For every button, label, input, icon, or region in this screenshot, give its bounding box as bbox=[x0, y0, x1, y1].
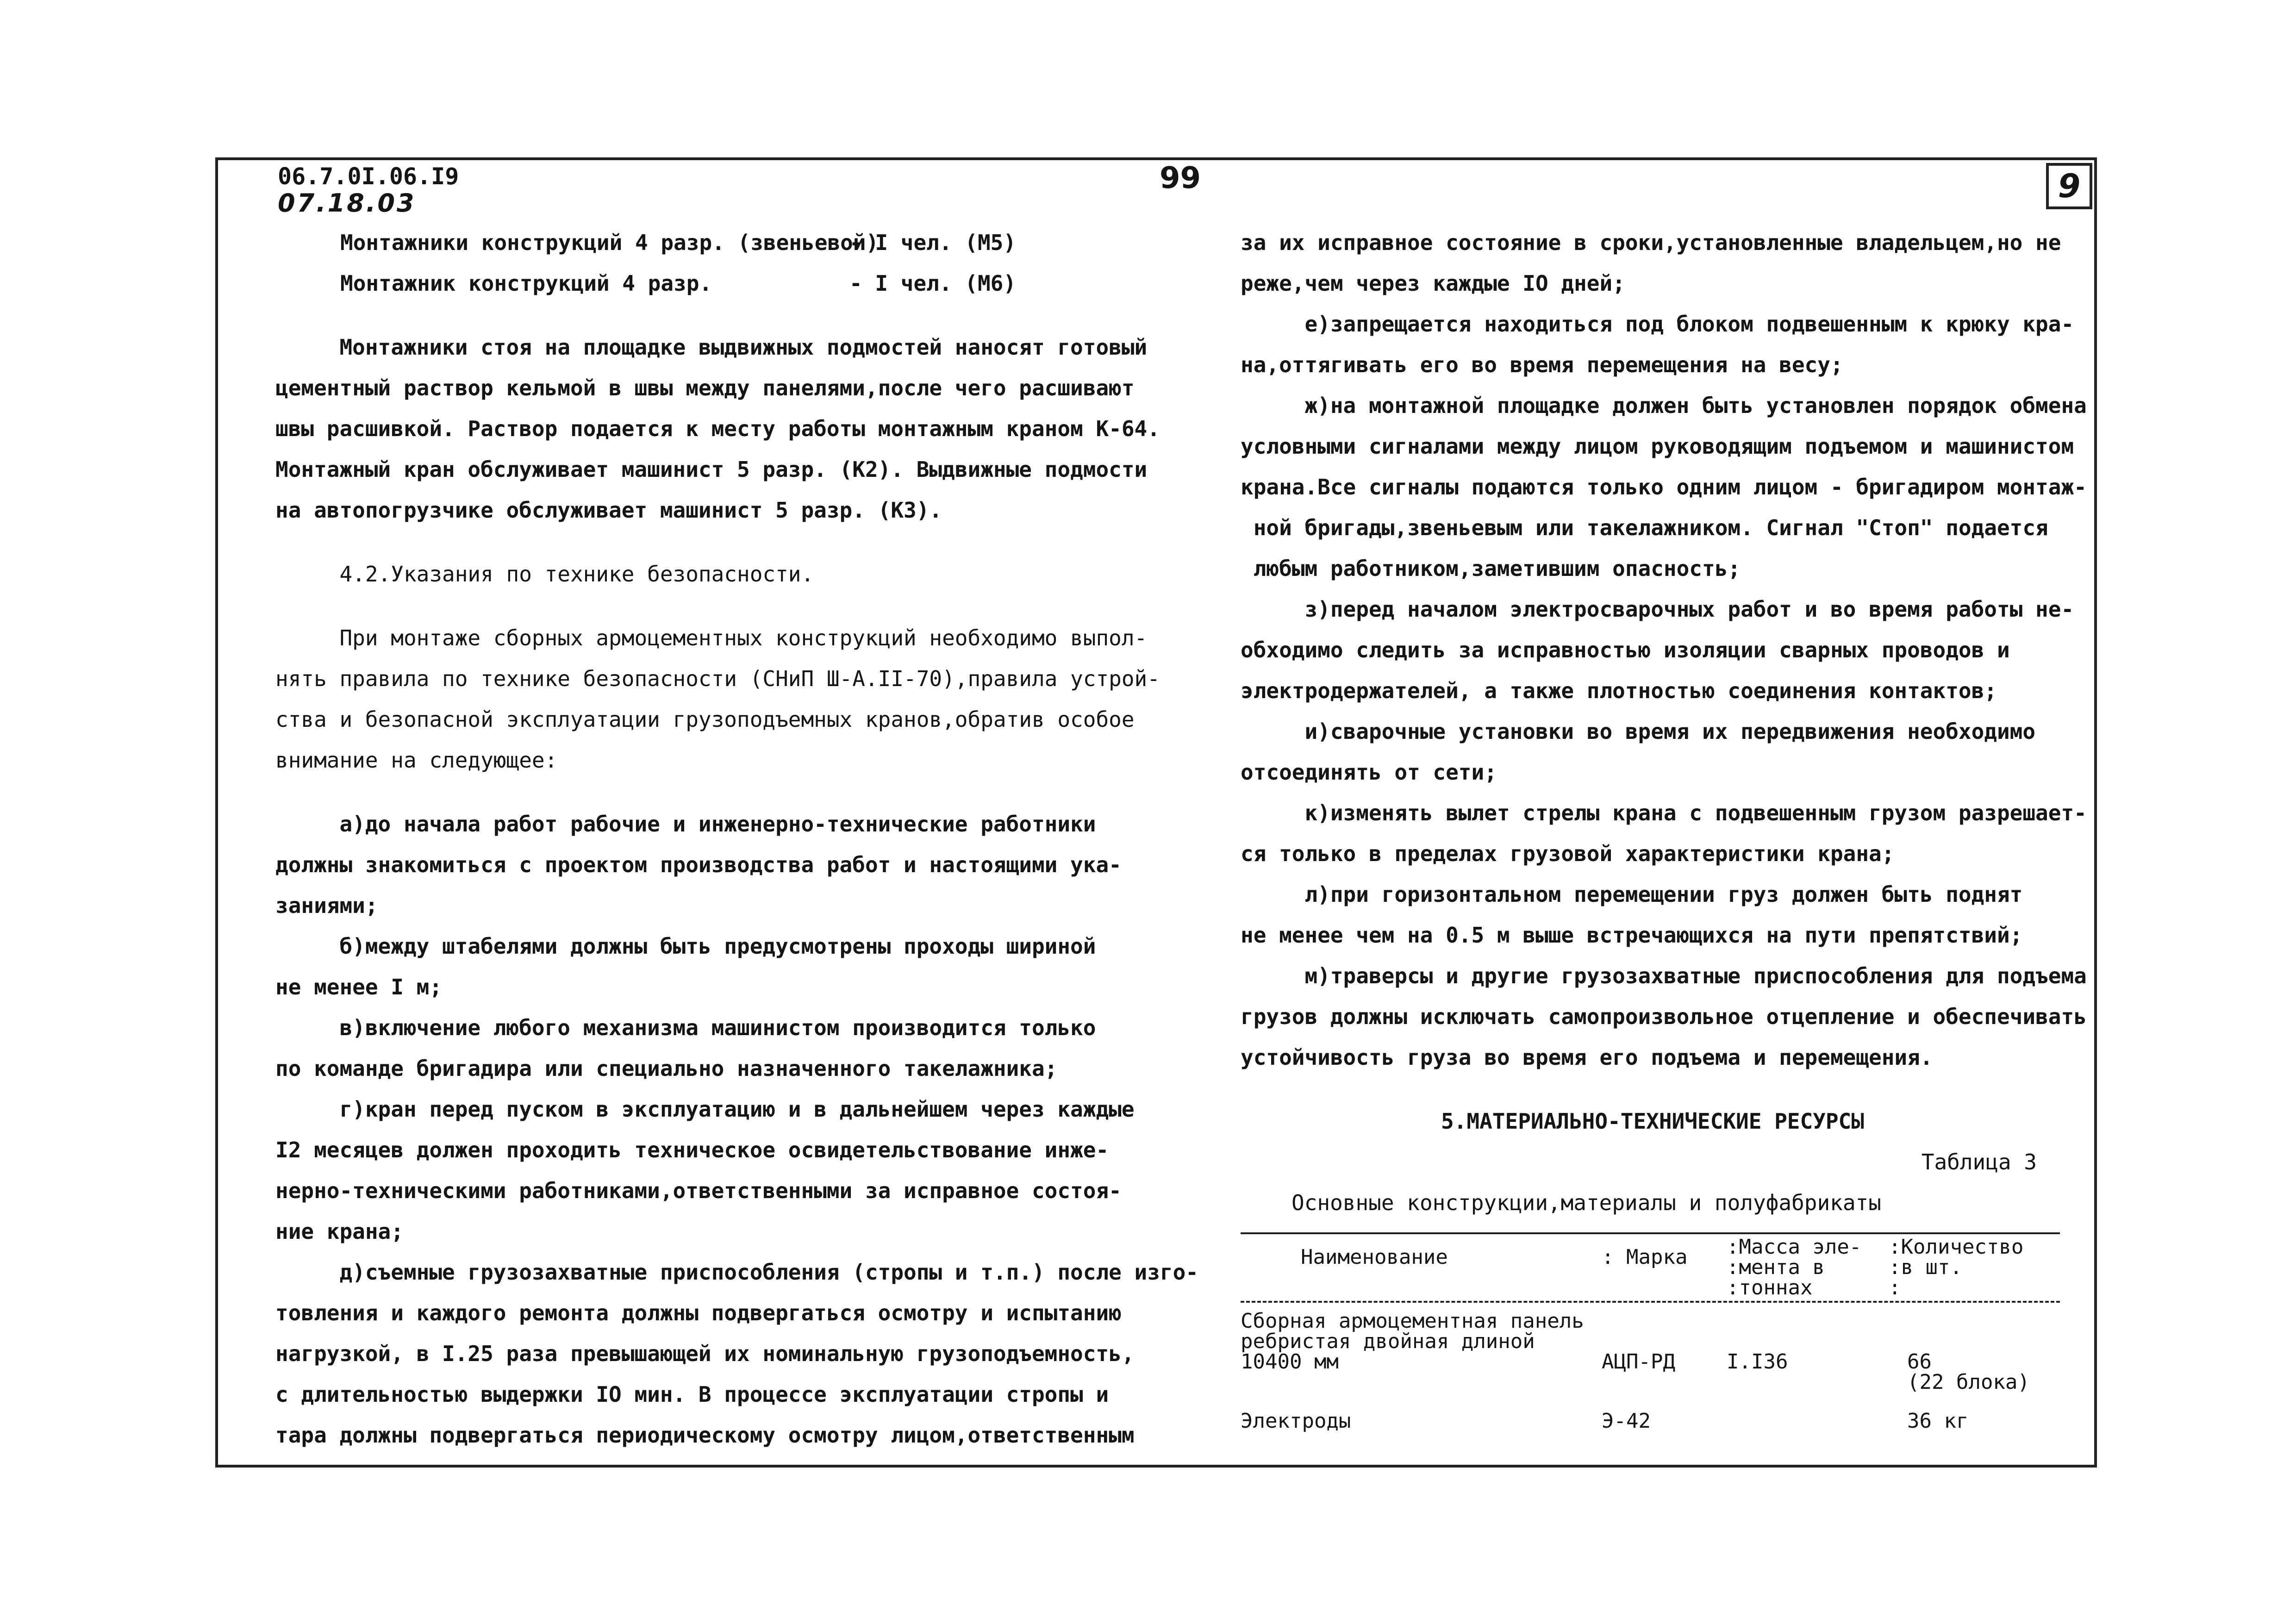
text-line: ной бригады,звеньевым или такелажником. Сигнал "Стоп" подается bbox=[1241, 515, 2048, 540]
resources-table bbox=[1241, 1232, 2060, 1431]
table-row bbox=[1241, 1311, 2060, 1393]
cell-name: Электроды bbox=[1241, 1409, 1351, 1433]
document-code bbox=[278, 163, 459, 217]
text-line: I2 месяцев должен проходить техническое освидетельствование инже- bbox=[275, 1137, 1109, 1162]
text-line: нерно-техническими работниками,ответственными за исправное состоя- bbox=[275, 1178, 1122, 1203]
doc-code-handwritten: 07.18.03 bbox=[278, 188, 416, 218]
cell-mark: Э-42 bbox=[1602, 1409, 1651, 1433]
text-line: тара должны подвергаться периодическому осмотру лицом,ответственным bbox=[275, 1423, 1135, 1448]
crew-role: Монтажник конструкций 4 разр. bbox=[340, 271, 712, 296]
text-line: л)при горизонтальном перемещении груз должен быть поднят bbox=[1241, 882, 2023, 907]
header-qty: :Количество :в шт. : bbox=[1889, 1235, 2024, 1299]
text-line: Монтажники стоя на площадке выдвижных подмостей наносят готовый bbox=[275, 335, 1148, 360]
sheet-number-box bbox=[2046, 163, 2092, 209]
table-row bbox=[1241, 1411, 2060, 1431]
header-mark: : Марка bbox=[1602, 1245, 1688, 1269]
section-title: 5.МАТЕРИАЛЬНО-ТЕХНИЧЕСКИЕ РЕСУРСЫ bbox=[1441, 1109, 1864, 1134]
text-line: г)кран перед пуском в эксплуатацию и в дальнейшем через каждые bbox=[275, 1097, 1135, 1122]
right-column bbox=[1241, 222, 2087, 1433]
text-line: е)запрещается находиться под блоком подвешенным к крюку кра- bbox=[1241, 312, 2074, 337]
cell-mass: I.I36 bbox=[1727, 1350, 1788, 1374]
text-line: ние крана; bbox=[275, 1219, 404, 1244]
text-line: ства и безопасной эксплуатации грузоподъемных кранов,обратив особое bbox=[275, 707, 1135, 732]
cell-qty: 36 кг bbox=[1907, 1409, 1969, 1433]
cell-mark: АЦП-РД bbox=[1602, 1350, 1675, 1374]
text-line: м)траверсы и другие грузозахватные приспособления для подъема bbox=[1241, 963, 2087, 988]
text-line: товления и каждого ремонта должны подвергаться осмотру и испытанию bbox=[275, 1300, 1122, 1325]
crew-role: Монтажники конструкций 4 разр. (звеньевой) bbox=[340, 230, 879, 255]
text-line: с длительностью выдержки IО мин. В процессе эксплуатации стропы и bbox=[275, 1382, 1109, 1407]
crew-count: - I чел. (М5) bbox=[849, 230, 1017, 255]
text-line: грузов должны исключать самопроизвольное отцепление и обеспечивать bbox=[1241, 1004, 2087, 1029]
crew-line bbox=[275, 263, 1183, 304]
text-line: а)до начала работ рабочие и инженерно-технические работники bbox=[275, 812, 1096, 837]
text-line: заниями; bbox=[275, 893, 378, 918]
cell-qty: 66 (22 блока) bbox=[1907, 1350, 2030, 1394]
text-line: не менее I м; bbox=[275, 974, 443, 999]
text-line: не менее чем на 0.5 м выше встречающихся на пути препятствий; bbox=[1241, 923, 2023, 948]
table-header bbox=[1241, 1234, 2060, 1301]
text-line: ся только в пределах грузовой характеристики крана; bbox=[1241, 841, 1895, 866]
text-line: по команде бригадира или специально назначенного такелажника; bbox=[275, 1056, 1058, 1081]
section-heading: 4.2.Указания по технике безопасности. bbox=[275, 562, 814, 587]
text-line: нять правила по технике безопасности (СНиП Ш-А.II-70),правила устрой- bbox=[275, 666, 1160, 691]
text-line: на автопогрузчике обслуживает машинист 5 разр. (К3). bbox=[275, 498, 942, 523]
header-name: Наименование bbox=[1301, 1245, 1448, 1269]
crew-line bbox=[275, 222, 1183, 263]
text-line: и)сварочные установки во время их передвижения необходимо bbox=[1241, 719, 2036, 744]
text-line: к)изменять вылет стрелы крана с подвешенным грузом разрешает- bbox=[1241, 800, 2087, 825]
text-line: з)перед началом электросварочных работ и во время работы не- bbox=[1241, 597, 2074, 622]
text-line: электродержателей, а также плотностью соединения контактов; bbox=[1241, 678, 1997, 703]
text-line: должны знакомиться с проектом производства работ и настоящими ука- bbox=[275, 852, 1122, 877]
text-line: нагрузкой, в I.25 раза превышающей их номинальную грузоподъемность, bbox=[275, 1341, 1135, 1366]
doc-code-printed: 06.7.0I.06.I9 bbox=[278, 163, 459, 190]
page-number: 99 bbox=[1160, 161, 1201, 195]
text-line: устойчивость груза во время его подъема и перемещения. bbox=[1241, 1045, 1933, 1070]
left-column bbox=[275, 222, 1198, 1455]
text-line: любым работником,заметившим опасность; bbox=[1241, 556, 1741, 581]
cell-mass bbox=[1727, 1411, 1889, 1431]
table-rule-header bbox=[1241, 1301, 2060, 1303]
header-mass: :Масса эле- :мента в :тоннах bbox=[1727, 1235, 1862, 1299]
text-line: на,оттягивать его во время перемещения на весу; bbox=[1241, 352, 1843, 377]
text-line: в)включение любого механизма машинистом производится только bbox=[275, 1015, 1096, 1040]
text-line: крана.Все сигналы подаются только одним лицом - бригадиром монтаж- bbox=[1241, 475, 2087, 500]
crew-count: - I чел. (М6) bbox=[849, 271, 1017, 296]
text-line: Монтажный кран обслуживает машинист 5 разр. (К2). Выдвижные подмости bbox=[275, 457, 1148, 482]
text-line: цементный раствор кельмой в швы между панелями,после чего расшивают bbox=[275, 375, 1135, 400]
table-caption: Основные конструкции,материалы и полуфабрикаты bbox=[1292, 1190, 1881, 1215]
text-line: за их исправное состояние в сроки,установленные владельцем,но не bbox=[1241, 230, 2061, 255]
text-line: б)между штабелями должны быть предусмотрены проходы шириной bbox=[275, 934, 1096, 959]
text-line: швы расшивкой. Раствор подается к месту работы монтажным краном К-64. bbox=[275, 416, 1160, 441]
text-line: д)съемные грузозахватные приспособления (стропы и т.п.) после изго- bbox=[275, 1260, 1198, 1285]
cell-name: Сборная армоцементная панель ребристая двойная длиной 10400 мм bbox=[1241, 1309, 1584, 1374]
text-line: отсоединять от сети; bbox=[1241, 760, 1497, 785]
text-line: внимание на следующее: bbox=[275, 748, 558, 773]
text-line: ж)на монтажной площадке должен быть установлен порядок обмена bbox=[1241, 393, 2087, 418]
sheet-number: 9 bbox=[2058, 167, 2081, 205]
text-line: реже,чем через каждые IО дней; bbox=[1241, 271, 1625, 296]
text-line: обходимо следить за исправностью изоляции сварных проводов и bbox=[1241, 637, 2010, 662]
text-line: условными сигналами между лицом руководящим подъемом и машинистом bbox=[1241, 434, 2074, 459]
table-label: Таблица 3 bbox=[1921, 1149, 2037, 1174]
text-line: При монтаже сборных армоцементных конструкций необходимо выпол- bbox=[275, 625, 1148, 650]
